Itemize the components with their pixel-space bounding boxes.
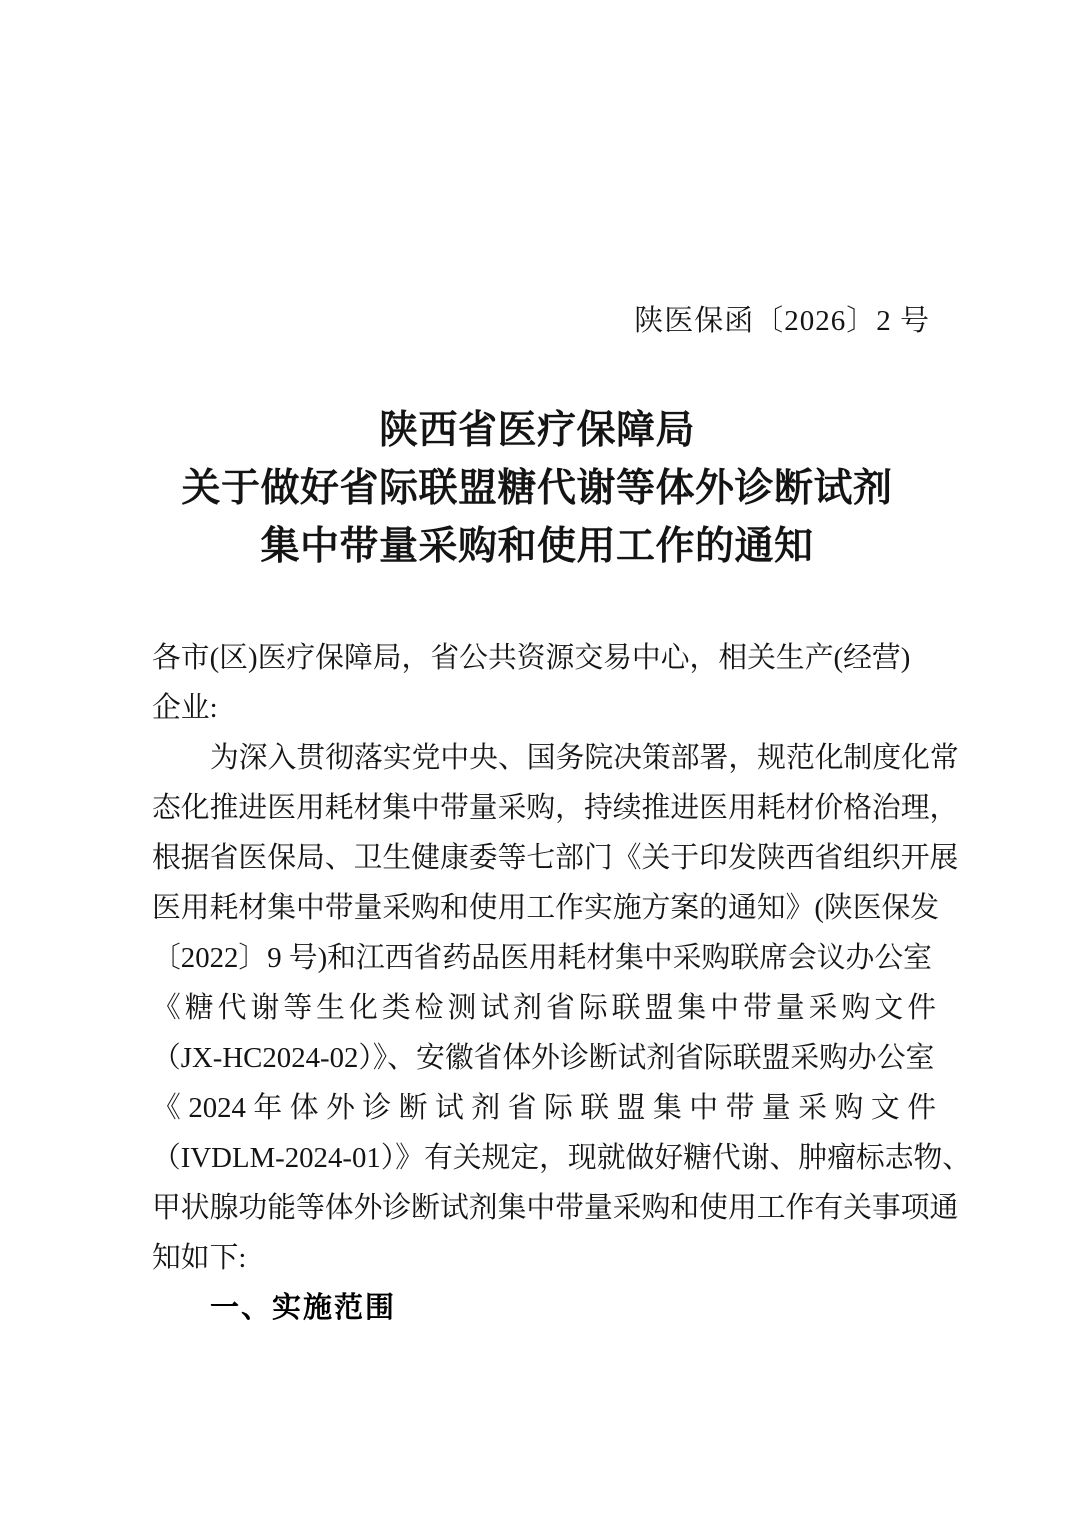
- body-line: 《2024年体外诊断试剂省际联盟集中带量采购文件: [152, 1092, 936, 1124]
- body-line: 甲状腺功能等体外诊断试剂集中带量采购和使用工作有关事项通: [152, 1192, 959, 1224]
- body-line: （JX-HC2024-02）》、安徽省体外诊断试剂省际联盟采购办公室: [152, 1042, 935, 1074]
- document-body: [152, 633, 972, 1333]
- body-line: 知如下:: [152, 1242, 247, 1274]
- body-line: 〔2022〕9 号)和江西省药品医用耗材集中采购联席会议办公室: [152, 942, 932, 974]
- body-line: 《糖代谢等生化类检测试剂省际联盟集中带量采购文件: [152, 992, 936, 1024]
- salutation-line-1: 各市(区)医疗保障局，省公共资源交易中心，相关生产(经营): [152, 642, 911, 674]
- body-line: 医用耗材集中带量采购和使用工作实施方案的通知》(陕医保发: [152, 892, 940, 924]
- body-line: （IVDLM-2024-01）》有关规定，现就做好糖代谢、肿瘤标志物、: [152, 1142, 972, 1174]
- title-line-2: 关于做好省际联盟糖代谢等体外诊断试剂: [181, 467, 893, 510]
- body-line: 为深入贯彻落实党中央、国务院决策部署，规范化制度化常: [210, 742, 959, 774]
- section-heading-implementation-scope: 一、实施范围: [210, 1292, 397, 1324]
- title-line-3: 集中带量采购和使用工作的通知: [260, 525, 814, 568]
- salutation-line-2: 企业:: [152, 692, 218, 724]
- body-line: 态化推进医用耗材集中带量采购，持续推进医用耗材价格治理，: [152, 792, 959, 824]
- document-number: 陕医保函〔2026〕2 号: [634, 305, 930, 337]
- document-title: [0, 402, 1074, 576]
- title-line-1: 陕西省医疗保障局: [378, 409, 695, 452]
- body-line: 根据省医保局、卫生健康委等七部门《关于印发陕西省组织开展: [152, 842, 959, 874]
